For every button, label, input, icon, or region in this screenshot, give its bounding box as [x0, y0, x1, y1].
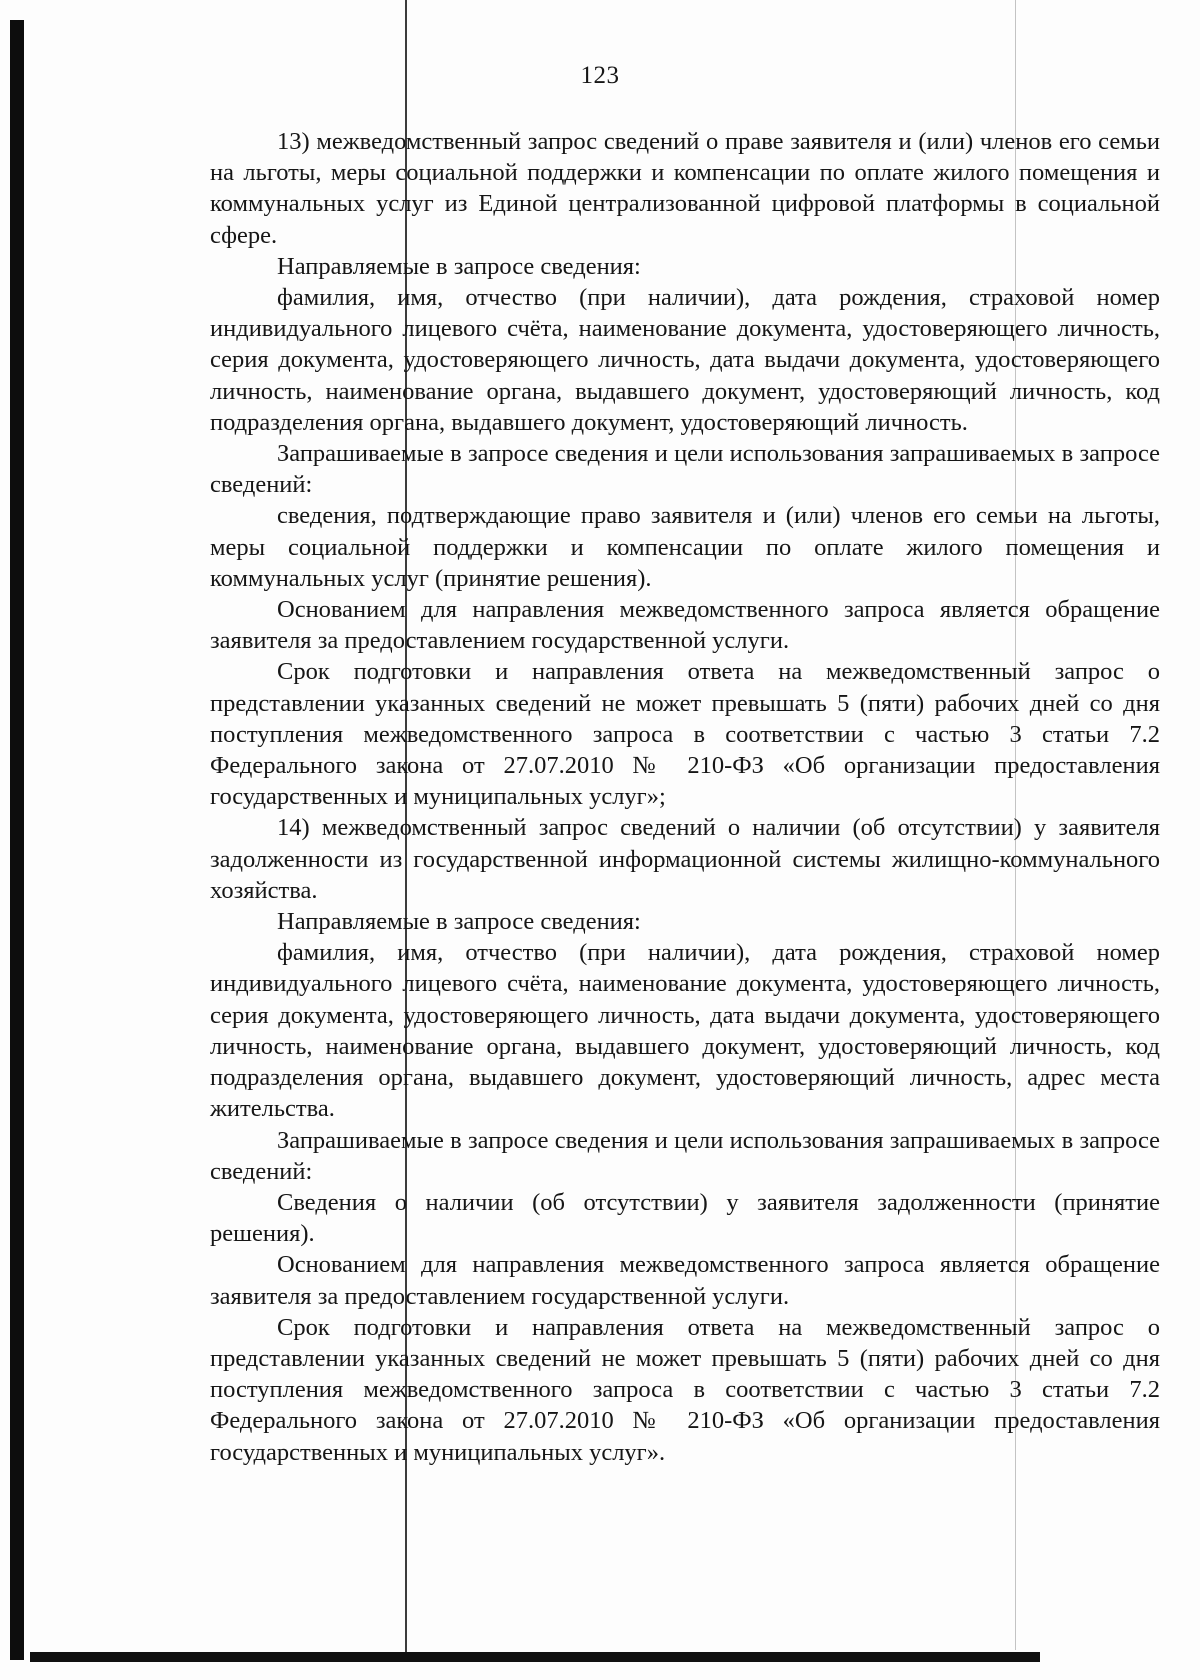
paragraph-sent-data-heading: Направляемые в запросе сведения: — [277, 252, 641, 280]
paragraph-requested-data-2: Сведения о наличии (об отсутствии) у заявителя задолженности (принятие решения). — [210, 1188, 1160, 1248]
paragraph-requested-data-heading: Запрашиваемые в запросе сведения и цели использования запрашиваемых в запросе сведений: — [210, 440, 1160, 499]
scan-edge-left — [10, 20, 24, 1660]
paragraph-sent-data-heading-2: Направляемые в запросе сведения: — [277, 908, 641, 936]
paragraph-deadline: Срок подготовки и направления ответа на межведомственный запрос о представлении указанных сведений не может превышать 5 (пяти) рабочих дней со дня поступления межведомственного запроса в соответствии с частью 3 статьи 7.2 Федерального закона от 27.07.2010 № 210-ФЗ «Об организации предоставления государственных и муниципальных услуг»; — [210, 658, 1160, 811]
paragraph-requested-data: сведения, подтверждающие право заявителя и (или) членов его семьи на льготы, меры социальной поддержки и компенсации по оплате жилого помещения и коммунальных услуг (принятие решения). — [210, 502, 1160, 592]
paragraph-item-13: 13) межведомственный запрос сведений о праве заявителя и (или) членов его семьи на льготы, меры социальной поддержки и компенсации по оплате жилого помещения и коммунальных услуг из Единой централизованной цифровой платформы в социальной сфере. — [210, 128, 1160, 249]
paragraph-sent-data-2: фамилия, имя, отчество (при наличии), дата рождения, страховой номер индивидуального лицевого счёта, наименование документа, удостоверяющего личность, серия документа, удостоверяющего личность, дата выдачи документа, удостоверяющего личность, наименование органа, выдавшего документ, удостоверяющий личность, код подразделения органа, выдавшего документ, удостоверяющий личность, адрес места жительства. — [210, 939, 1160, 1123]
paragraph-requested-data-heading-2: Запрашиваемые в запросе сведения и цели использования запрашиваемых в запросе сведений: — [210, 1126, 1160, 1185]
paragraph-basis: Основанием для направления межведомственного запроса является обращение заявителя за предоставлением государственной услуги. — [210, 596, 1160, 655]
paragraph-item-14: 14) межведомственный запрос сведений о наличии (об отсутствии) у заявителя задолженности из государственной информационной системы жилищно-коммунального хозяйства. — [210, 814, 1160, 904]
document-body — [210, 126, 1160, 1468]
paragraph-basis-2: Основанием для направления межведомственного запроса является обращение заявителя за предоставлением государственной услуги. — [210, 1251, 1160, 1310]
scan-edge-bottom — [30, 1652, 1040, 1662]
paragraph-deadline-2: Срок подготовки и направления ответа на межведомственный запрос о представлении указанных сведений не может превышать 5 (пяти) рабочих дней со дня поступления межведомственного запроса в соответствии с частью 3 статьи 7.2 Федерального закона от 27.07.2010 № 210-ФЗ «Об организации предоставления государственных и муниципальных услуг». — [210, 1313, 1160, 1466]
page-number: 123 — [580, 62, 620, 89]
paragraph-sent-data: фамилия, имя, отчество (при наличии), дата рождения, страховой номер индивидуального лицевого счёта, наименование документа, удостоверяющего личность, серия документа, удостоверяющего личность, дата выдачи документа, удостоверяющего личность, наименование органа, выдавшего документ, удостоверяющий личность, код подразделения органа, выдавшего документ, удостоверяющий личность. — [210, 284, 1160, 436]
